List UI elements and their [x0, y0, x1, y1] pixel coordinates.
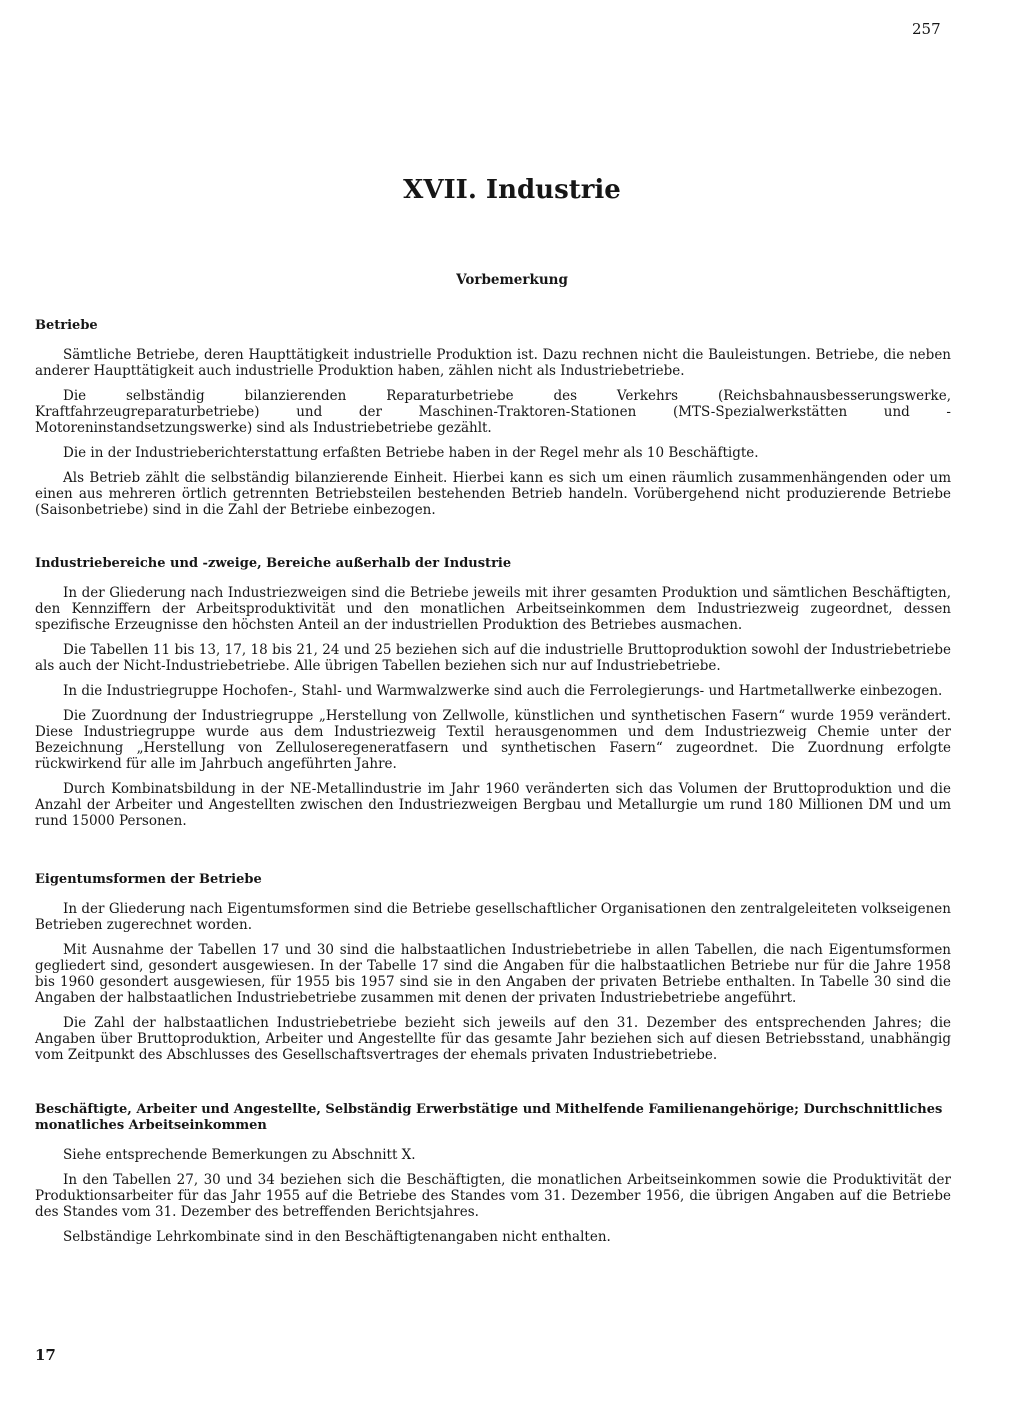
chapter-title: XVII. Industrie — [403, 175, 621, 205]
section-heading: Eigentumsformen der Betriebe — [35, 872, 262, 887]
section-beschaeftigte — [35, 1102, 951, 1245]
page-number: 257 — [912, 20, 941, 38]
paragraph: Die Tabellen 11 bis 13, 17, 18 bis 21, 24 und 25 beziehen sich auf die industrielle Bruttoproduktion sowohl der Industriebetriebe als auch der Nicht-Industriebetriebe. Alle übrigen Tabellen beziehen sich nur auf Industriebetriebe. — [35, 642, 951, 674]
section-industriebereiche — [35, 556, 951, 829]
section-betriebe — [35, 318, 951, 518]
paragraph: Als Betrieb zählt die selbständig bilanzierende Einheit. Hierbei kann es sich um einen räumlich zusammenhängenden oder um einen aus mehreren örtlich getrennten Betriebsteilen bestehenden Betrieb handeln. Vorübergehend nicht produzierende Betriebe (Saisonbetriebe) sind in die Zahl der Betriebe einbezogen. — [35, 470, 951, 518]
paragraph: Mit Ausnahme der Tabellen 17 und 30 sind die halbstaatlichen Industriebetriebe in allen Tabellen, die nach Eigentumsformen gegliedert sind, gesondert ausgewiesen. In der Tabelle 17 sind die Angaben für die halbstaatlichen Betriebe nur für die Jahre 1958 bis 1960 gesondert ausgewiesen, für 1955 bis 1957 sind sie in den Angaben der privaten Betriebe enthalten. In Tabelle 30 sind die Angaben der halbstaatlichen Industriebetriebe zusammen mit denen der privaten Industriebetriebe angeführt. — [35, 942, 951, 1006]
section-eigentumsformen — [35, 872, 951, 1063]
paragraph: Die in der Industrieberichterstattung erfaßten Betriebe haben in der Regel mehr als 10 Beschäftigte. — [63, 445, 759, 461]
paragraph: Die selbständig bilanzierenden Reparaturbetriebe des Verkehrs (Reichsbahnausbesserungswerke, Kraftfahrzeugreparaturbetriebe) und der Maschinen-Traktoren-Stationen (MTS-Spezialwerkstätten und -Motoreninstandsetzungswerke) sind als Industriebetriebe gezählt. — [35, 388, 951, 436]
paragraph: Siehe entsprechende Bemerkungen zu Abschnitt X. — [63, 1147, 416, 1163]
page-body — [35, 318, 951, 1254]
footer-signature-mark: 17 — [35, 1346, 56, 1364]
paragraph: In den Tabellen 27, 30 und 34 beziehen sich die Beschäftigten, die monatlichen Arbeitseinkommen sowie die Produktivität der Produktionsarbeiter für das Jahr 1955 auf die Betriebe des Standes vom 31. Dezember 1956, die übrigen Angaben auf die Betriebe des Standes vom 31. Dezember des betreffenden Berichtsjahres. — [35, 1172, 951, 1220]
paragraph: In die Industriegruppe Hochofen-, Stahl- und Warmwalzwerke sind auch die Ferrolegierungs- und Hartmetallwerke einbezogen. — [63, 683, 943, 699]
paragraph: In der Gliederung nach Industriezweigen sind die Betriebe jeweils mit ihrer gesamten Produktion und sämtlichen Beschäftigten, den Kennziffern der Arbeitsproduktivität und den monatlichen Arbeitseinkommen dem Industriezweig zugeordnet, dessen spezifische Erzeugnisse den höchsten Anteil an der industriellen Produktion des Betriebes ausmachen. — [35, 585, 951, 633]
paragraph: In der Gliederung nach Eigentumsformen sind die Betriebe gesellschaftlicher Organisationen den zentralgeleiteten volkseigenen Betrieben zugerechnet worden. — [35, 901, 951, 933]
paragraph: Die Zahl der halbstaatlichen Industriebetriebe bezieht sich jeweils auf den 31. Dezember des entsprechenden Jahres; die Angaben über Bruttoproduktion, Arbeiter und Angestellte für das gesamte Jahr beziehen sich auf diesen Betriebsstand, unabhängig vom Zeitpunkt des Abschlusses des Gesellschaftsvertrages der ehemals privaten Industriebetriebe. — [35, 1015, 951, 1063]
spacer — [35, 838, 951, 872]
chapter-subtitle: Vorbemerkung — [456, 272, 568, 288]
paragraph: Die Zuordnung der Industriegruppe „Herstellung von Zellwolle, künstlichen und synthetischen Fasern“ wurde 1959 verändert. Diese Industriegruppe wurde aus dem Industriezweig Textil herausgenommen und dem Industriezweig Chemie unter der Bezeichnung „Herstellung von Zelluloseregeneratfasern und synthetischen Fasern“ zugeordnet. Die Zuordnung erfolgte rückwirkend für alle im Jahrbuch angeführten Jahre. — [35, 708, 951, 772]
section-heading: Industriebereiche und -zweige, Bereiche außerhalb der Industrie — [35, 556, 512, 571]
spacer — [35, 527, 951, 556]
paragraph: Selbständige Lehrkombinate sind in den Beschäftigtenangaben nicht enthalten. — [63, 1229, 611, 1245]
section-heading: Beschäftigte, Arbeiter und Angestellte, Selbständig Erwerbstätige und Mithelfende Familienangehörige; Durchschnittliches monatliches Arbeitseinkommen — [35, 1102, 943, 1133]
paragraph: Sämtliche Betriebe, deren Haupttätigkeit industrielle Produktion ist. Dazu rechnen nicht die Bauleistungen. Betriebe, die neben anderer Haupttätigkeit auch industrielle Produktion haben, zählen nicht als Industriebetriebe. — [35, 347, 951, 379]
section-heading: Betriebe — [35, 318, 98, 333]
spacer — [35, 1072, 951, 1102]
paragraph: Durch Kombinatsbildung in der NE-Metallindustrie im Jahr 1960 veränderten sich das Volumen der Bruttoproduktion und die Anzahl der Arbeiter und Angestellten zwischen den Industriezweigen Bergbau und Metallurgie um rund 180 Millionen DM und um rund 15000 Personen. — [35, 781, 951, 829]
